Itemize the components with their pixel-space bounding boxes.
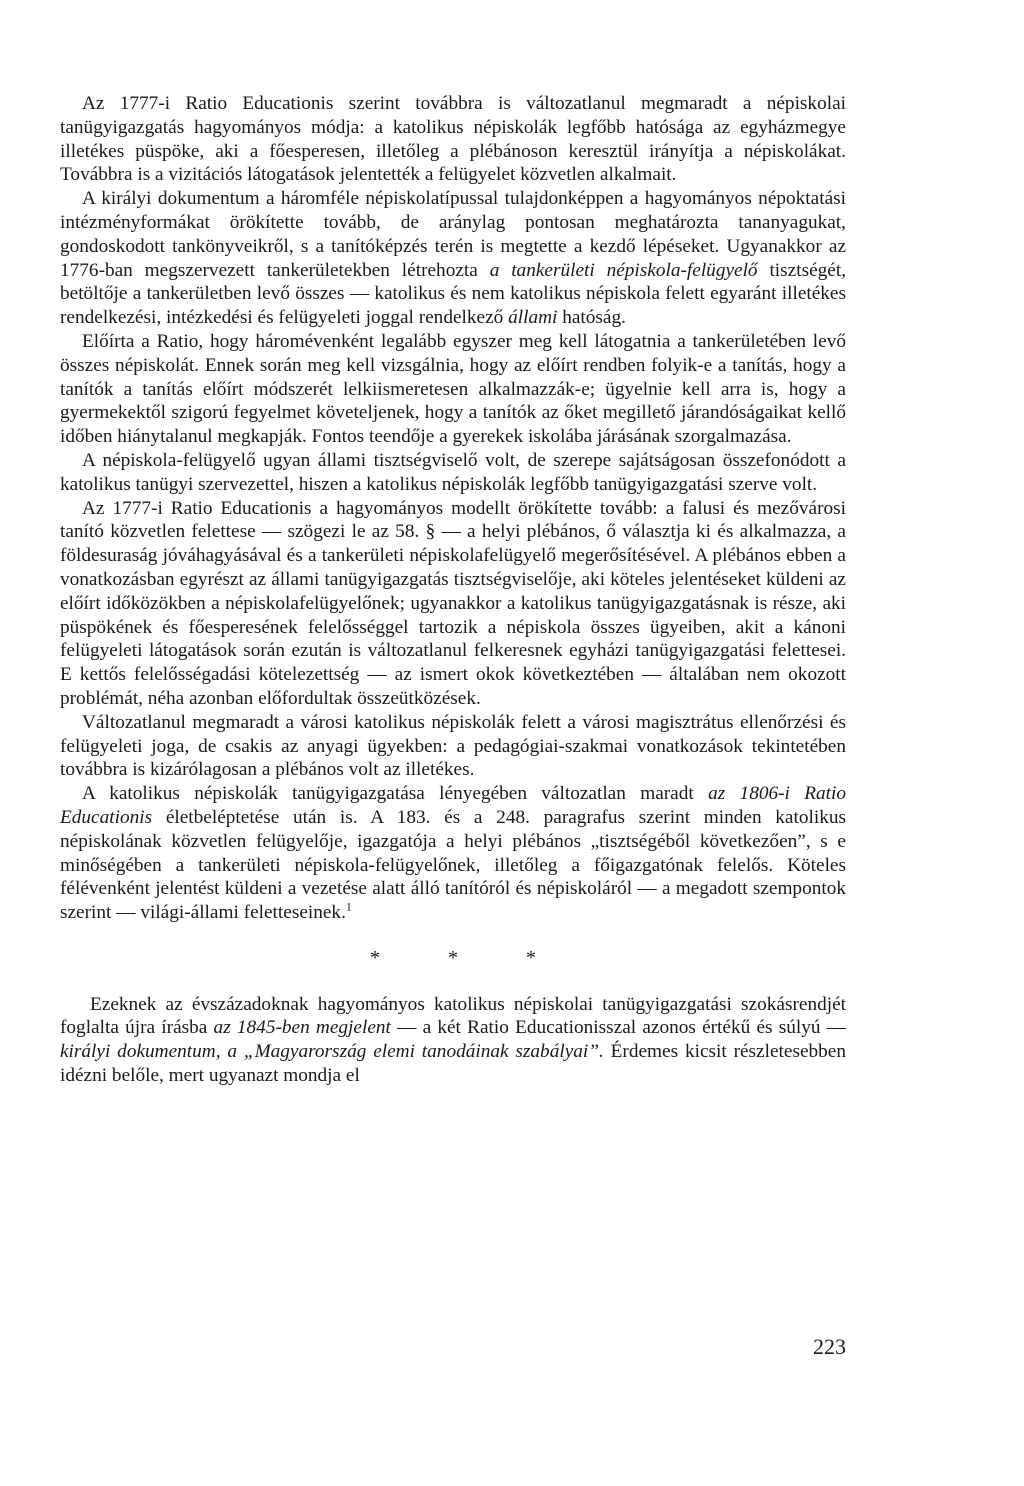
text-run: — a két Ratio Educationisszal azonos értékű és súlyú —	[390, 1017, 847, 1039]
text-run: A katolikus népiskolák tanügyigazgatása lényegében változatlan maradt	[82, 783, 709, 805]
paragraph	[60, 92, 846, 187]
paragraph-list	[60, 92, 846, 925]
text-run: A népiskola-felügyelő ugyan állami tisztségviselő volt, de szerepe sajátságosan összefonódott a katolikus tanügyi szervezettel, hiszen a katolikus népiskolák legfőbb tanügyigazgatási szerve volt.	[60, 449, 846, 495]
final-paragraph	[60, 993, 846, 1088]
italic-text: királyi dokumentum, a „Magyarország elemi tanodáinak szabályai”.	[60, 1041, 604, 1063]
italic-text: a tankerületi népiskola-felügyelő	[489, 259, 758, 281]
text-run: Előírta a Ratio, hogy háromévenként legalább egyszer meg kell látogatnia a tankerületében levő összes népiskolát. Ennek során meg kell vizsgálnia, hogy az előírt rendben folyik-e a tanítás, hogy a tanítók a tanítás előírt módszerét lelkiismeretesen alkalmazzák-e; ügyelnie kell arra is, hogy a gyermekektől szigorú fegyelmet követeljenek, hogy a tanítók az őket megillető járandóságaikat kellő időben hiánytalanul megkapják. Fontos teendője a gyerekek iskolába járásának szorgalmazása.	[60, 330, 846, 448]
paragraph	[60, 782, 846, 925]
paragraph	[60, 497, 846, 711]
separator-star: *	[448, 946, 458, 969]
separator-star: *	[526, 946, 536, 969]
text-run: Az 1777-i Ratio Educationis szerint továbbra is változatlanul megmaradt a népiskolai tanügyigazgatás hagyományos módja: a katolikus népiskolák legfőbb hatósága az egyházmegye illetékes püspöke, aki a főesperesen, illetőleg a plébánoson keresztül irányítja a népiskolákat. Továbbra is a vizitációs látogatások jelentették a felügyelet közvetlen alkalmait.	[60, 93, 846, 186]
footnote-marker: 1	[345, 899, 352, 914]
italic-text: állami	[508, 307, 558, 329]
paragraph	[60, 711, 846, 782]
text-run: hatóság.	[557, 307, 626, 329]
italic-text: az 1845-ben megjelent	[213, 1017, 391, 1039]
text-run: A királyi dokumentum a háromféle népiskolatípussal tulajdonképpen a hagyományos népoktatási intézményformákat örökítette tovább, de aránylag pontosan meghatározta tananyagukat, gondoskodott tankönyveikről, s a tanítóképzés terén is megtette a kezdő lépéseket. Ugyanakkor az 1776-ban megszervezett tankerületekben létrehozta	[60, 188, 846, 281]
page-number: 223	[813, 1334, 846, 1359]
paragraph	[60, 330, 846, 449]
text-run: tisztségét, betöltője a tankerületben levő összes — katolikus és nem katolikus népiskola felett egyaránt illetékes rendelkezési, intézkedési és felügyeleti joggal rendelkező	[60, 259, 847, 329]
text-run: életbeléptetése után is. A 183. és a 248. paragrafus szerint minden katolikus népiskolának közvetlen felügyelője, igazgatója a helyi plébános „tisztségéből következően”, s e minőségében a tankerületi népiskola-felügyelőnek, illetőleg a főigazgatónak felelős. Köteles félévenként jelentést küldeni a vezetése alatt álló tanítóról és népiskoláról — a megadott szempontok szerint — világi-állami feletteseinek.	[60, 806, 846, 924]
text-run: Változatlanul megmaradt a városi katolikus népiskolák felett a városi magisztrátus ellenőrzési és felügyeleti joga, de csakis az anyagi ügyekben: a pedagógiai-szakmai vonatkozások tekintetében továbbra is kizárólagosan a plébános volt az illetékes.	[60, 711, 846, 781]
separator-star: *	[370, 946, 380, 969]
paragraph	[60, 187, 846, 330]
page-body	[60, 92, 846, 1088]
text-run: Érdemes kicsit részletesebben idézni belőle, mert ugyanazt mondja el	[60, 1041, 846, 1087]
italic-text: az 1806-i Ratio Educationis	[60, 783, 846, 828]
section-separator	[60, 947, 846, 971]
paragraph	[60, 449, 846, 497]
text-run: Ezeknek az évszázadoknak hagyományos katolikus népiskolai tanügyigazgatási szokásrendjét foglalta újra írásba	[60, 993, 846, 1039]
text-run: Az 1777-i Ratio Educationis a hagyományos modellt örökítette tovább: a falusi és mezővárosi tanító közvetlen felettese — szögezi le az 58. § — a helyi plébános, ő választja ki és alkalmazza, a földesuraság jóváhagyásával és a tankerületi népiskolafelügyelő megerősítésével. A plébános ebben a vonatkozásban egyrészt az állami tanügyigazgatás tisztségviselője, aki köteles jelentéseket küldeni az előírt időközökben a népiskolafelügyelőnek; ugyanakkor a katolikus tanügyigazgatásnak is része, aki püspökének és főesperesének felelősséggel tartozik a népiskola összes ügyeiben, akit a kánoni felügyeleti látogatások során ezután is változatlanul felkeresnek egyházi tanügyigazgatási felettesei. E kettős felelősségadási kötelezettség — az ismert okok következtében — általában nem okozott problémát, néha azonban előfordultak összeütközések.	[60, 497, 846, 709]
